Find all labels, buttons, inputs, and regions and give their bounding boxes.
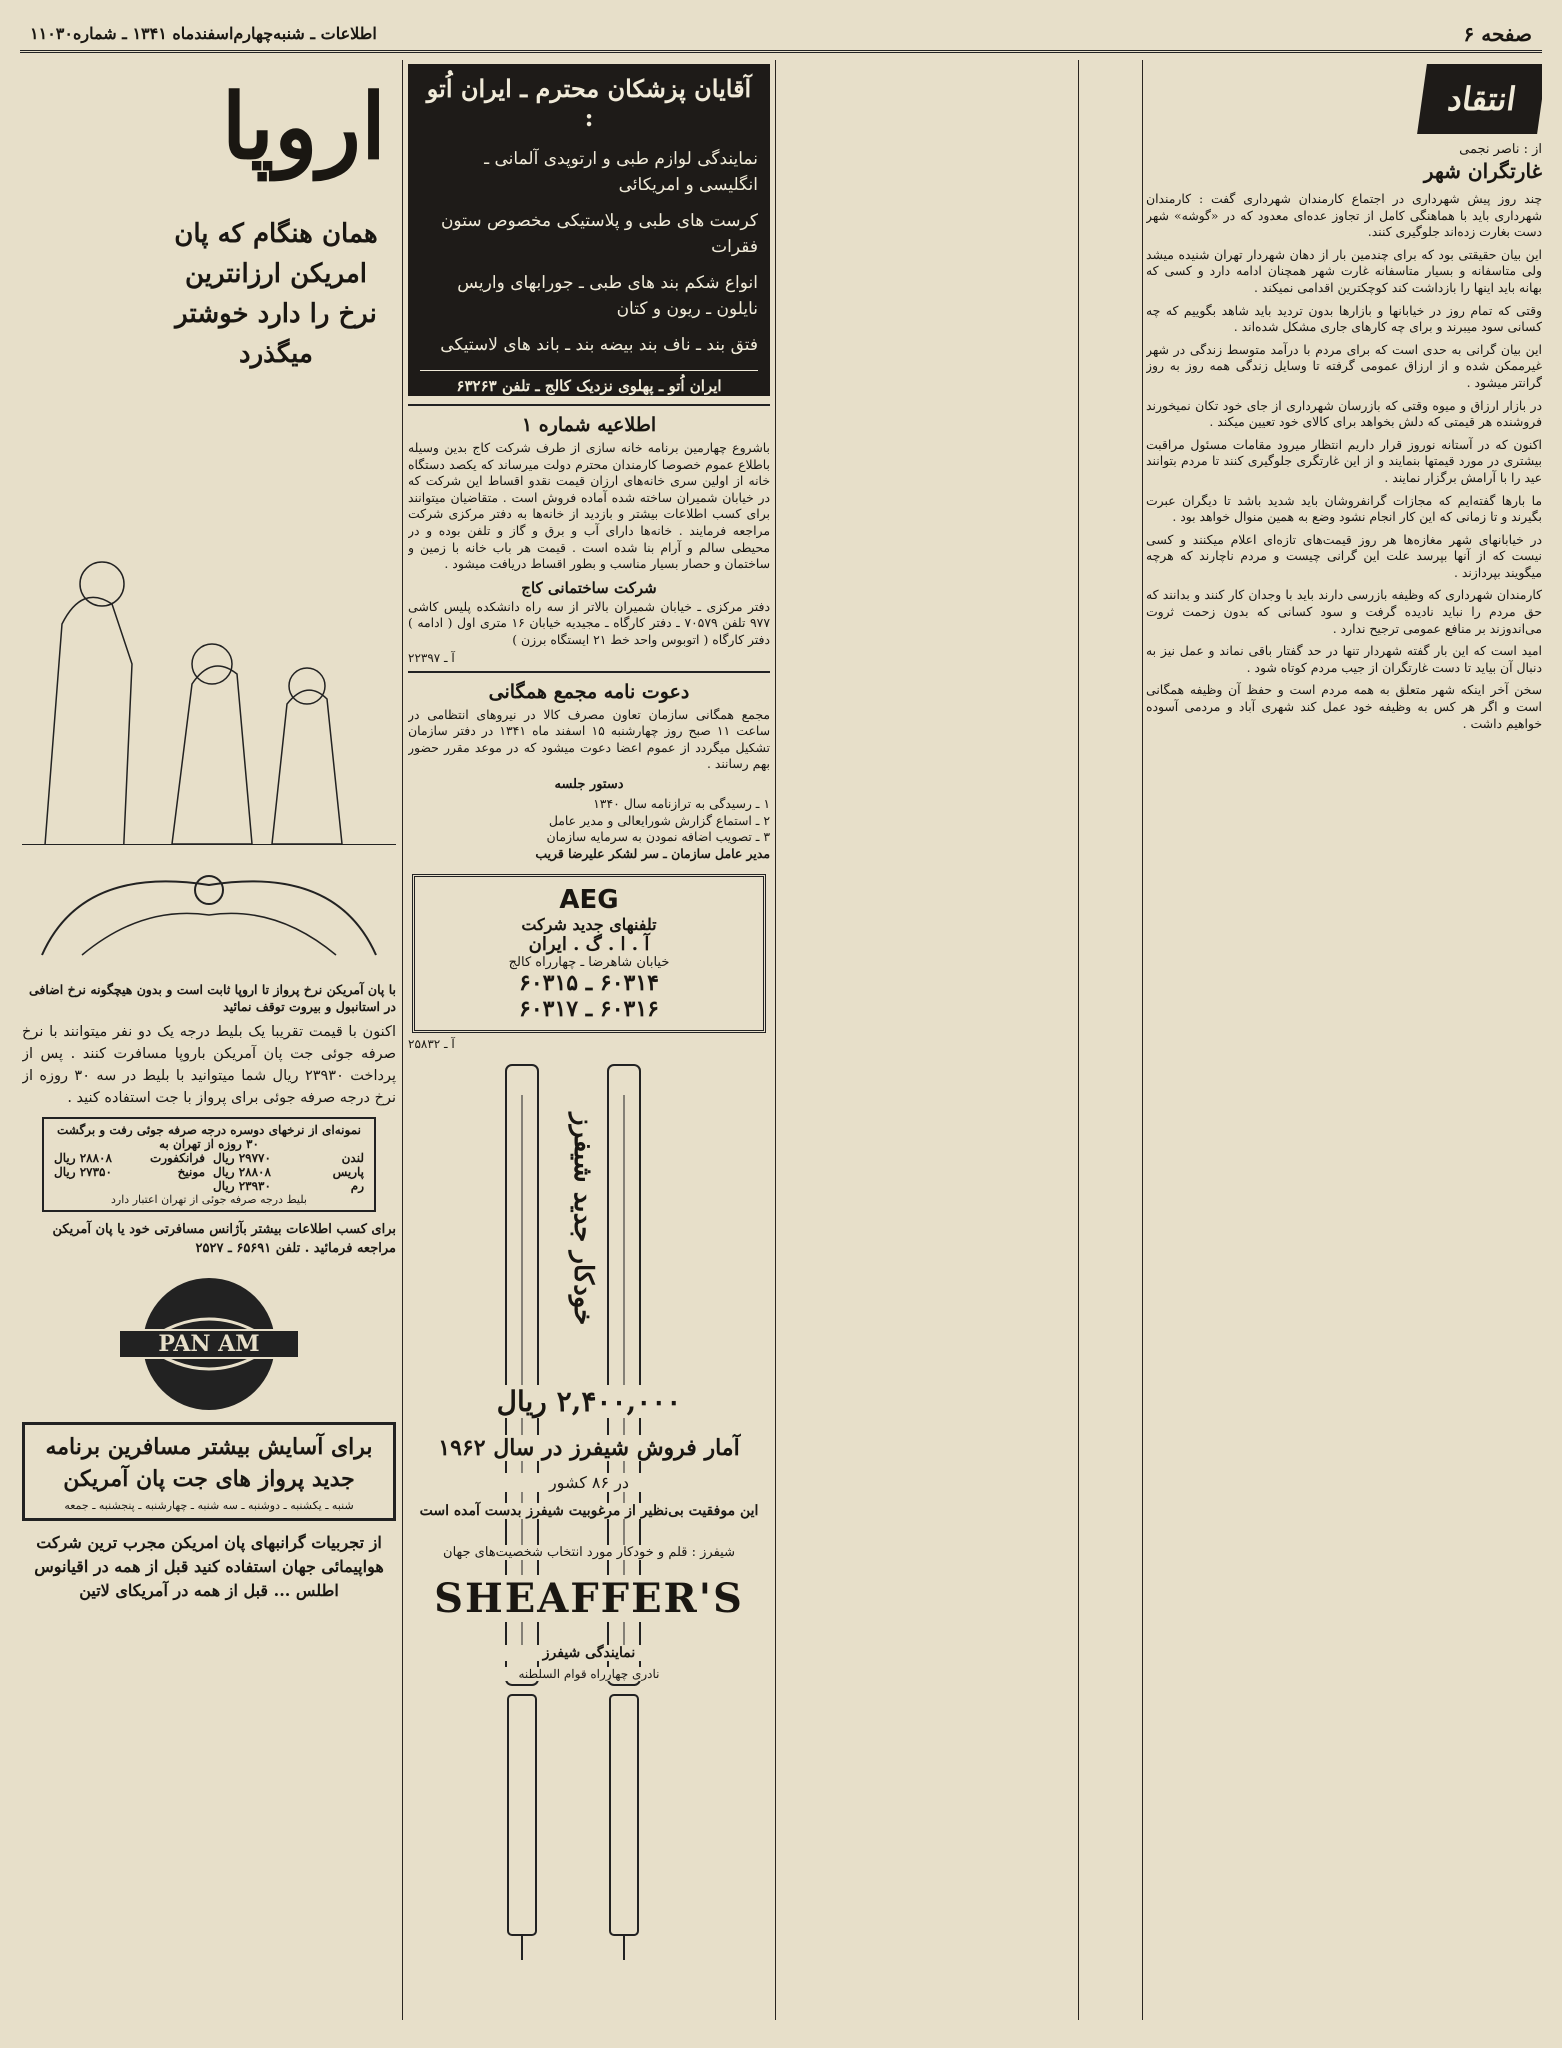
ad-iran-otto-line: فتق بند ـ ناف بند بیضه بند ـ باند های لاستیکی (440, 335, 758, 355)
critique-paragraph: سخن آخر اینکه شهر متعلق به همه مردم است و حفظ آن وظیفه همگانی است و اگر هر کس به وظیفه خود عمل کند شهری آباد و مردمی آسوده خواهیم داشت . (1146, 682, 1542, 731)
notice-text: باشروع چهارمین برنامه خانه سازی از طرف شرکت کاج بدین وسیله باطلاع عموم خصوصا کارمندان محترم دولت میرساند که یکصد دستگاه خانه از اولین سری خانه‌های ارزان قیمت نقدو اقساط این شرکت که در خیابان شمیران ساخته شده آماده فروش است . متقاضیان میتوانند برای کسب اطلاعات بیشتر و بازدید از خانه‌ها به دفتر مرکزی شرکت مراجعه فرمایند . خانه‌ها دارای آب و برق و گاز و تلفن بوده و در محیطی سالم و آرام بنا شده است . قیمت هر باب خانه با زمین و ساختمان و حصار بسیار مناسب و بطور اقساط دریافت میشود . (408, 440, 770, 572)
critique-paragraph: در بازار ارزاق و میوه وقتی که بازرسان شهرداری از جای خود تکان نمیخورند فروشنده هر قیمتی که دلش بخواهد برای کالای خود تعیین میکند . (1146, 397, 1542, 430)
assembly-signature: مدیر عامل سازمان ـ سر لشکر علیرضا قریب (535, 845, 770, 861)
panam-body: اکنون با قیمت تقریبا یک بلیط درجه یک دو نفر میتوانند با نرخ صرفه جوئی جت پان آمریکن باروپا مسافرت کنند . پس از پرداخت ۲۳۹۳۰ ریال شما میتوانید با بلیط در سه ۳۰ روزه از نرخ درجه صرفه جوئی برای پرواز با جت استفاده کنید . (22, 1024, 396, 1106)
fare-price: ۲۷۳۵۰ ریال (54, 1165, 112, 1179)
ad-iran-otto-title: آقایان پزشکان محترم ـ ایران اُتو : (426, 74, 752, 132)
figure-outline (42, 597, 132, 844)
fare-price: ۲۸۸۰۸ ریال (54, 1151, 112, 1165)
fare-city: رم (350, 1179, 364, 1193)
panam-illustration (22, 64, 396, 844)
ad-panam (22, 64, 396, 2020)
panam-fare-table-title: نمونه‌ای از نرخهای دوسره درجه صرفه جوئی رفت و برگشت ۳۰ روزه از تهران به (57, 1123, 361, 1151)
panam-logo-text: PAN AM (158, 1331, 260, 1357)
column-rule (1078, 60, 1079, 2020)
critique-author: از : ناصر نجمی (1459, 142, 1542, 157)
ornament-arc (82, 913, 336, 955)
sheaffer-tagline: شیفرز : قلم و خودکار مورد انتخاب شخصیت‌های جهان (408, 1545, 770, 1560)
pen-outline (508, 1695, 536, 1935)
panam-schedule: شنبه ـ یکشنبه ـ دوشنبه ـ سه شنبه ـ چهارشنبه ـ پنجشنبه ـ جمعه (64, 1499, 354, 1512)
assembly-agenda-item: ۱ ـ رسیدگی به ترازنامه سال ۱۳۴۰ (593, 795, 770, 811)
sheaffer-brand: SHEAFFER'S (408, 1575, 770, 1622)
panam-illustration-block (22, 64, 396, 845)
column-rule (402, 60, 403, 2020)
assembly-agenda-item: ۳ ـ تصویب اضافه نمودن به سرمایه سازمان (546, 829, 770, 845)
ad-aeg-line2: آ . ا . گ . ایران (528, 934, 650, 956)
panam-ornament (22, 845, 396, 975)
ad-sheaffer (408, 1055, 770, 1975)
critique-paragraph: امید است که این بار گفته شهردار تنها در حد گفتار باقی نماند و عمل نیز به دنبال آن بیاید تا دست غارتگران از جیب مردم کوتاه شود . (1146, 643, 1542, 675)
sheaffer-slogan: این موفقیت بی‌نظیر از مرغوبیت شیفرز بدست آمده است (408, 1503, 770, 1519)
panam-headline: همان هنگام که پان امریکن ارزانترین نرخ را دارد خوشتر میگذرد (174, 219, 378, 369)
sheaffer-sales: آمار فروش شیفرز در سال ۱۹۶۲ (408, 1435, 770, 1461)
ad-aeg (412, 874, 766, 1033)
notice-code: آ ـ ۲۲۳۹۷ (408, 650, 455, 665)
panam-fare-row (50, 1165, 209, 1179)
ad-iran-otto-line: کرست های طبی و پلاستیکی مخصوص ستون فقرات (440, 211, 758, 257)
figure-head (289, 668, 325, 704)
ornament-illustration (22, 845, 396, 975)
notice-kaj (408, 404, 770, 665)
assembly-title: دعوت نامه مجمع همگانی (488, 680, 690, 703)
sheaffer-agent-address: نادری چهارراه قوام السلطنه (408, 1667, 770, 1681)
notice-company: شرکت ساختمانی کاج (521, 578, 657, 597)
fare-city: فرانکفورت (149, 1151, 205, 1165)
ad-aeg-brand: AEG (559, 885, 619, 916)
critique-paragraph: ما بارها گفته‌ایم که مجازات گرانفروشان باید شدید باشد تا دیگران عبرت بگیرند و تا زمانی که این کار انجام نشود وضع به همین منوال خواهد بود . (1146, 492, 1542, 525)
panam-title: اروپا (221, 74, 386, 180)
pen-outline (610, 1695, 638, 1935)
fare-price: ۲۳۹۳۰ ریال (213, 1179, 271, 1193)
ad-aeg-line1: تلفنهای جدید شرکت (521, 915, 657, 935)
sheaffer-countries: در ۸۶ کشور (408, 1473, 770, 1492)
ad-aeg-code: آ ـ ۲۵۸۳۲ (408, 1037, 455, 1052)
column-rule (1142, 60, 1143, 2020)
ad-iran-otto-footer: ایران اُتو ـ پهلوی نزدیک کالج ـ تلفن ۶۳۲۶۳ (420, 370, 758, 395)
critique-title: غارتگران شهر (1423, 159, 1542, 183)
sheaffer-headline: خودکار جدید شیفرز (568, 1112, 598, 1326)
page-header (20, 22, 1542, 53)
ad-iran-otto (408, 64, 770, 396)
figure-outline (272, 690, 342, 844)
page-number: صفحه ۶ (1463, 22, 1532, 46)
panam-info: برای کسب اطلاعات بیشتر بآژانس مسافرتی خود یا پان آمریکن مراجعه فرمائید . تلفن ۶۵۶۹۱ ـ ۲۵۲۷ (52, 1222, 396, 1256)
sheaffer-agent: نمایندگی شیفرز (408, 1645, 770, 1661)
ad-aeg-phones: ۶۰۳۱۶ ـ ۶۰۳۱۷ (519, 996, 659, 1023)
panam-fare-list (50, 1151, 368, 1193)
critique-body (1146, 191, 1542, 732)
figure-outline (172, 666, 252, 844)
panam-fare-row (209, 1165, 368, 1179)
ad-aeg-phones: ۶۰۳۱۴ ـ ۶۰۳۱۵ (519, 970, 659, 997)
sheaffer-amount: ۲,۴۰۰,۰۰۰ ریال (408, 1385, 770, 1418)
fare-city: لندن (341, 1151, 364, 1165)
panam-fare-note: بلیط درجه صرفه جوئی از تهران اعتبار دارد (111, 1193, 307, 1206)
fare-price: ۲۸۸۰۸ ریال (213, 1165, 271, 1179)
critique-paragraph: کارمندان شهرداری که وظیفه بازرسی دارند باید با وجدان کار کنند و بدانند که حق مردم را نباید نادیده گرفت و سود کسانی که بدون زحمت ثروت می‌اندوزند بر منافع عمومی ترجیح ندارد . (1146, 587, 1542, 636)
figure-head (192, 644, 232, 684)
assembly-invitation (408, 671, 770, 863)
critique-paragraph: در خیابانهای شهر مغازه‌ها هر روز قیمت‌های تازه‌ای اعلام میکنند و کسی نیست که از آنها بپرسد علت این گرانی چیست و مردم ناچارند که هرچه میگویند بپردازند . (1146, 531, 1542, 580)
column-rule (775, 60, 776, 2020)
assembly-agenda-title: دستور جلسه (554, 776, 624, 792)
panam-globe-logo (109, 1274, 309, 1414)
panam-note: با پان آمریکن نرخ پرواز تا اروپا ثابت است و بدون هیچگونه نرخ اضافی در استانبول و بیروت توقف نمائید (28, 982, 396, 1014)
critique-column (1146, 64, 1542, 2020)
panam-banner: برای آسایش بیشتر مسافرین برنامه جدید پرواز های جت پان آمریکن (45, 1434, 373, 1492)
panam-fare-table (42, 1117, 376, 1212)
ornament-medallion (195, 876, 223, 904)
critique-logo: انتقاد (1417, 64, 1542, 134)
panam-footer: از تجربیات گرانبهای پان امریکن مجرب ترین شرکت هواپیمائی جهان استفاده کنید قبل از همه در اقیانوس اطلس ... قبل از همه در آمریکای لاتین (34, 1533, 384, 1600)
assembly-text: مجمع همگانی سازمان تعاون مصرف کالا در نیروهای انتظامی در ساعت ۱۱ صبح روز چهارشنبه ۱۵ اسفند ماه ۱۳۴۱ در دفتر سازمان تشکیل میگردد از عموم اعضا دعوت میشود که در موعد مقرر حضور بهم رسانند . (408, 706, 770, 772)
critique-paragraph: اکنون که در آستانه نوروز قرار داریم انتظار میرود مقامات مسئول مراقبت بیشتری در مورد قیمتها بنمایند و از این غارتگری جلوگیری کنند تا مردم بتوانند عید را با آرامش برگزار نمایند . (1146, 436, 1542, 485)
fare-price: ۲۹۷۷۰ ریال (213, 1151, 271, 1165)
panam-fare-row (50, 1151, 209, 1165)
ornament-arc (42, 881, 376, 955)
ad-aeg-address: خیابان شاهرضا ـ چهارراه کالج (508, 955, 670, 971)
critique-paragraph: وقتی که تمام روز در خیابانها و بازارها بدون تردید باید شاهد بگوییم که چه کسانی سود میبرند و برای چه کارهای جاری مشکل شده‌اند . (1146, 302, 1542, 335)
issue-info: اطلاعات ـ شنبه‌چهارم‌اسفندماه ۱۳۴۱ ـ شماره۱۱۰۳۰ (30, 24, 377, 43)
ad-iran-otto-line: نمایندگی لوازم طبی و ارتوپدی آلمانی ـ انگلیسی و امریکائی (484, 149, 758, 195)
panam-fare-row (209, 1151, 368, 1165)
panam-fare-row (209, 1179, 368, 1193)
ad-iran-otto-line: انواع شکم بند های طبی ـ جورابهای واریس نایلون ـ ریون و کتان (457, 273, 758, 319)
critique-paragraph: این بیان حقیقتی بود که برای چندمین بار از دهان شهردار تهران شنیده میشد ولی متاسفانه و بسیار متاسفانه غارت شهر همچنان ادامه دارد و کسی که بهانه باید اینها را بازداشت کند کوچکترین اقدامی نمیکند . (1146, 246, 1542, 295)
ads-middle-column (408, 64, 770, 2020)
panam-banner-box (22, 1422, 396, 1521)
critique-paragraph: چند روز پیش شهرداری در اجتماع کارمندان شهرداری گفت : کارمندان شهرداری باید با هماهنگی کامل از تجاوز عده‌ای معدود که در «گوشه» شهر دست بغارت زده‌اند جلوگیری کنند. (1146, 191, 1542, 240)
assembly-agenda-item: ۲ ـ استماع گزارش شورایعالی و مدیر عامل (548, 812, 770, 828)
fare-city: پاریس (332, 1165, 364, 1179)
notice-title: اطلاعیه شماره ۱ (521, 414, 657, 436)
panam-logo-wrap (22, 1274, 396, 1414)
notice-address: دفتر مرکزی ـ خیابان شمیران بالاتر از سه راه دانشکده پلیس کاشی ۹۷۷ تلفن ۷۰۵۷۹ ـ دفتر کارگاه ـ مجیدیه خیابان ۱۶ متری اول ( ادامه ) دفتر کارگاه ( اتوبوس واحد خط ۲۱ ایستگاه برزن ) (408, 598, 770, 647)
critique-paragraph: این بیان گرانی به حدی است که برای مردم با درآمد متوسط زندگی در شهر غیرممکن شده و از ارزاق عمومی گرفته تا وسایل زندگی همه روز به روز گرانتر میشود . (1146, 341, 1542, 390)
fare-city: مونیخ (177, 1165, 205, 1179)
